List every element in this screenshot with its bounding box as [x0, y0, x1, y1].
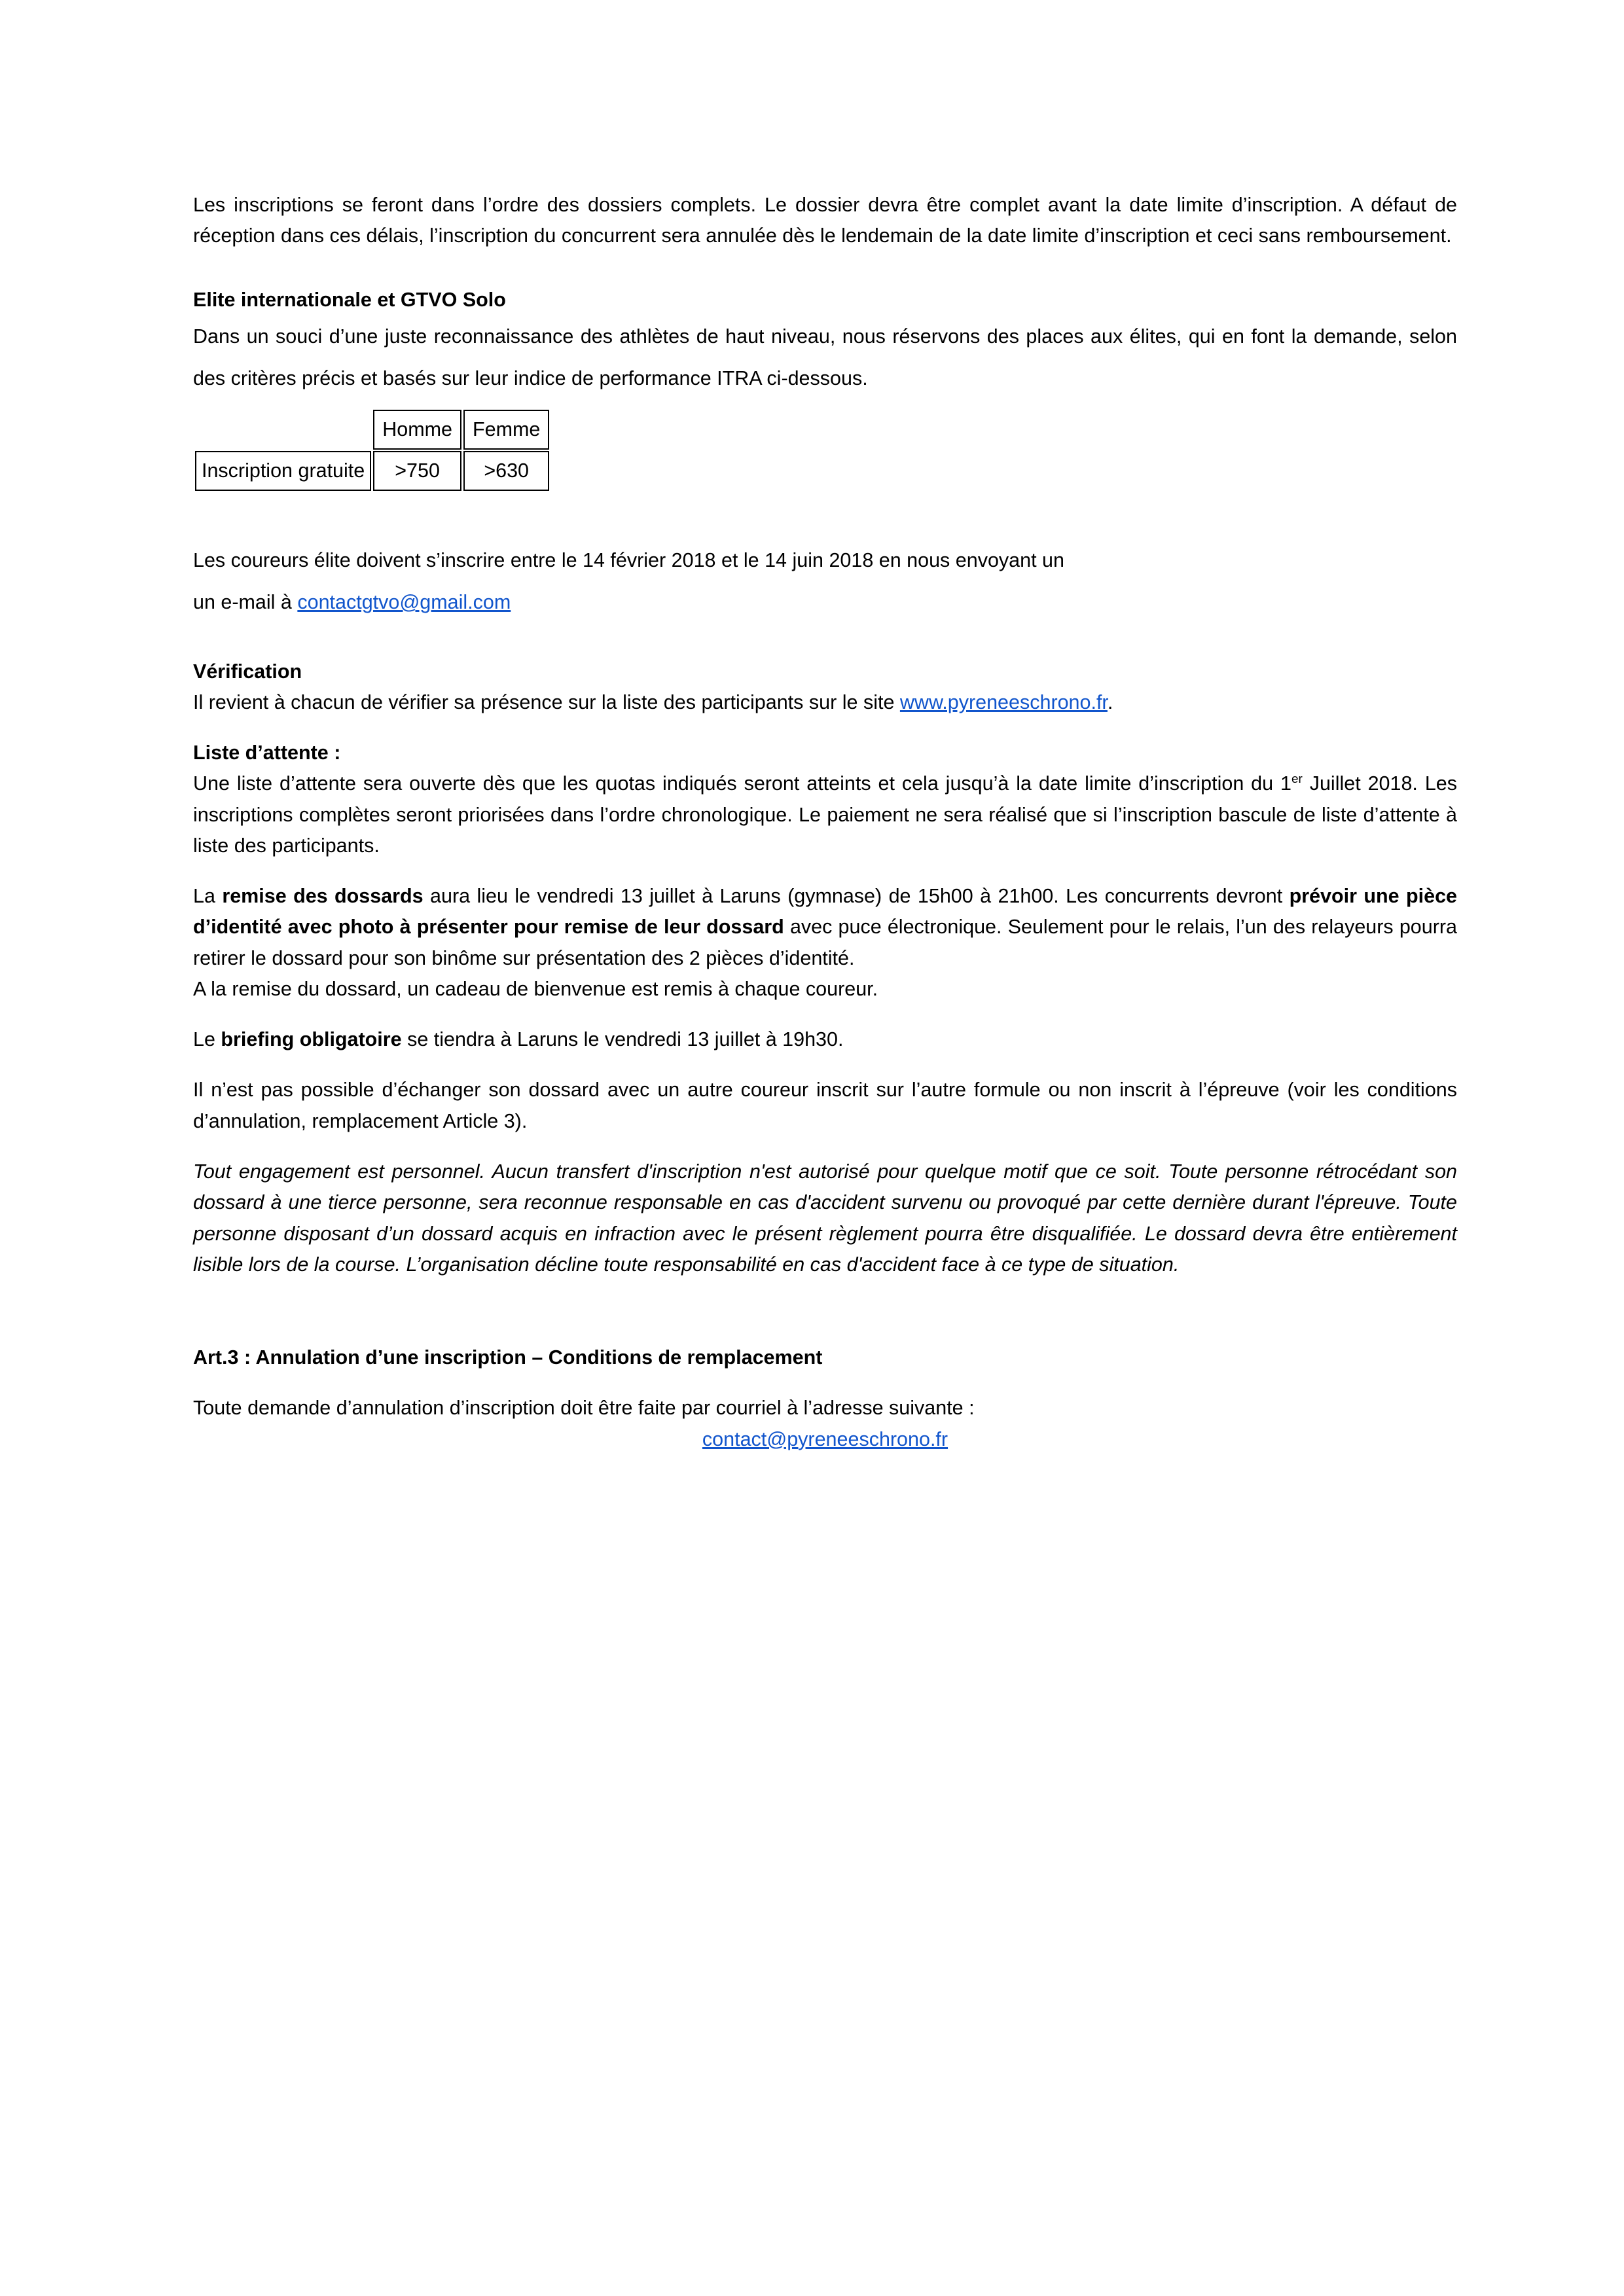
itra-table — [193, 408, 551, 493]
elite-heading: Elite internationale et GTVO Solo — [193, 288, 506, 311]
itra-table-wrapper — [193, 408, 1457, 493]
elite-paragraph: Dans un souci d’une juste reconnaissance des athlètes de haut niveau, nous réservons des places aux élites, qui en font la demande, selon des critères précis et basés sur leur indice de performance ITRA ci-dessous. — [193, 325, 1457, 389]
exchange-paragraph: Il n’est pas possible d’échanger son dossard avec un autre coureur inscrit sur l’autre formule ou non inscrit à l’épreuve (voir les conditions d’annulation, remplacement Article 3). — [193, 1079, 1457, 1132]
bib-gift-paragraph: A la remise du dossard, un cadeau de bienvenue est remis à chaque coureur. — [193, 977, 878, 1000]
table-header-row — [195, 410, 549, 450]
verification-text-prefix: Il revient à chacun de vérifier sa présence sur la liste des participants sur le site — [193, 691, 900, 713]
table-header-femme: Femme — [463, 410, 549, 450]
elite-registration-line-2 — [193, 581, 1457, 623]
bib-pickup-paragraph — [193, 881, 1457, 974]
bib-bold-1: remise des dossards — [222, 885, 424, 908]
waiting-list-paragraph — [193, 768, 1457, 861]
document-body — [193, 190, 1457, 1455]
table-header-homme: Homme — [373, 410, 461, 450]
elite-registration-line-1: Les coureurs élite doivent s’inscrire entre le 14 février 2018 et le 14 juin 2018 en nous envoyant un — [193, 549, 1064, 572]
art3-email-line — [193, 1424, 1457, 1455]
bib-part-1: La — [193, 885, 223, 908]
briefing-part-2: se tiendra à Laruns le vendredi 13 juillet à 19h30. — [401, 1028, 844, 1051]
art3-paragraph: Toute demande d’annulation d’inscription doit être faite par courriel à l’adresse suivante : — [193, 1397, 975, 1420]
bib-bold-2: prévoir une pièce d’identité avec photo à présenter pour remise de leur dossard — [193, 885, 1457, 939]
personal-commitment-paragraph: Tout engagement est personnel. Aucun transfert d'inscription n'est autorisé pour quelque motif que ce soit. Toute personne rétrocédant son dossard à une tierce personne, sera reconnue responsable en cas d'accident survenu ou provoqué par cette dernière durant l'épreuve. Toute personne disposant d’un dossard acquis en infraction avec le présent règlement pourra être disqualifiée. Le dossard devra être entièrement lisible lors de la course. L’organisation décline toute responsabilité en cas d'accident face à ce type de situation. — [193, 1160, 1457, 1276]
intro-paragraph: Les inscriptions se feront dans l’ordre des dossiers complets. Le dossier devra être complet avant la date limite d’inscription. A défaut de réception dans ces délais, l’inscription du concurrent sera annulée dès le lendemain de la date limite d’inscription et ceci sans remboursement. — [193, 194, 1457, 247]
verification-heading: Vérification — [193, 660, 302, 683]
bib-part-2: aura lieu le vendredi 13 juillet à Laruns (gymnase) de 15h00 à 21h00. Les concurrents devront — [423, 885, 1290, 908]
elite-registration-prefix: un e-mail à — [193, 591, 298, 614]
waiting-list-part-2: Juillet 2018. Les inscriptions complètes seront priorisées dans l’ordre chronologique. Le paiement ne sera réalisé que si l’inscription bascule de liste d’attente à liste des participants. — [193, 772, 1457, 857]
verification-paragraph — [193, 687, 1457, 718]
waiting-list-ordinal: er — [1291, 772, 1303, 787]
elite-contact-email-link[interactable]: contactgtvo@gmail.com — [297, 591, 511, 614]
table-corner-cell — [195, 410, 371, 450]
verification-text-suffix: . — [1107, 691, 1113, 713]
table-cell-homme: >750 — [373, 451, 461, 491]
table-cell-femme: >630 — [463, 451, 549, 491]
bib-part-3: avec puce électronique. Seulement pour le relais, l’un des relayeurs pourra retirer le dossard pour son binôme sur présentation des 2 pièces d’identité. — [193, 916, 1457, 969]
art3-contact-email-link[interactable]: contact@pyreneeschrono.fr — [702, 1427, 948, 1450]
pyreneeschrono-link[interactable]: www.pyreneeschrono.fr — [899, 691, 1108, 713]
briefing-part-1: Le — [193, 1028, 221, 1051]
briefing-bold: briefing obligatoire — [221, 1028, 402, 1051]
table-row — [195, 451, 549, 491]
briefing-paragraph — [193, 1024, 1457, 1055]
waiting-list-heading: Liste d’attente : — [193, 742, 341, 764]
art3-heading: Art.3 : Annulation d’une inscription – Conditions de remplacement — [193, 1346, 823, 1369]
table-row-label: Inscription gratuite — [195, 451, 371, 491]
waiting-list-part-1: Une liste d’attente sera ouverte dès que les quotas indiqués seront atteints et cela jusqu’à la date limite d’inscription du 1 — [193, 772, 1291, 795]
